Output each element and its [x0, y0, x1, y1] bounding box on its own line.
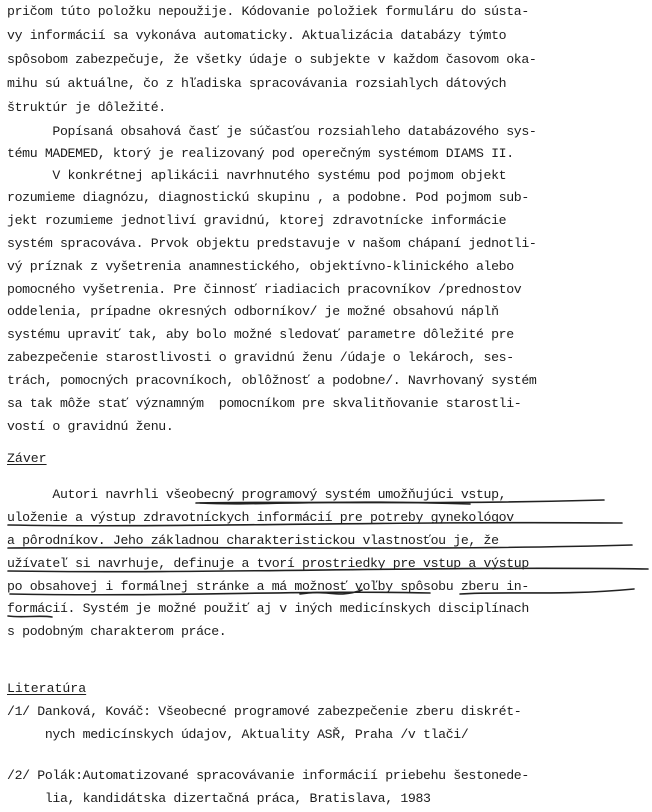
text-line: formácií. Systém je možné použiť aj v iných medicínskych disciplínach: [7, 601, 529, 616]
text-line: mihu sú aktuálne, čo z hľadiska spracovávania rozsiahlych dátových: [7, 76, 507, 91]
reference-item: nych medicínskych údajov, Aktuality ASŘ, Praha /v tlači/: [7, 727, 469, 742]
text-line: spôsobom zabezpečuje, že všetky údaje o subjekte v každom časovom oka-: [7, 52, 537, 67]
text-line: vý príznak z vyšetrenia anamnestického, objektívno-klinického alebo: [7, 259, 514, 274]
reference-item: /1/ Danková, Kováč: Všeobecné programové zabezpečenie zberu diskrét-: [7, 704, 522, 719]
text-line: Autori navrhli všeobecný programový systém umožňujúci vstup,: [7, 487, 507, 502]
text-line: s podobným charakterom práce.: [7, 624, 227, 639]
text-line: trách, pomocných pracovníkoch, oblôžnosť a podobne/. Navrhovaný systém: [7, 373, 537, 388]
text-line: vy informácií sa vykonáva automaticky. Aktualizácia databázy týmto: [7, 28, 507, 43]
text-line: V konkrétnej aplikácii navrhnutého systému pod pojmom objekt: [7, 168, 507, 183]
text-line: a pôrodníkov. Jeho základnou charakteristickou vlastnosťou je, že: [7, 533, 499, 548]
reference-item: lia, kandidátska dizertačná práca, Bratislava, 1983: [7, 791, 431, 806]
text-line: jekt rozumieme jednotliví gravidnú, ktorej zdravotnícke informácie: [7, 213, 507, 228]
text-line: tému MADEMED, ktorý je realizovaný pod operečným systémom DIAMS II.: [7, 146, 514, 161]
text-line: užívateľ si navrhuje, definuje a tvorí prostriedky pre vstup a výstup: [7, 556, 529, 571]
text-line: Popísaná obsahová časť je súčasťou rozsiahleho databázového sys-: [7, 124, 537, 139]
text-line: sa tak môže stať významným pomocníkom pre skvalitňovanie starostli-: [7, 396, 522, 411]
text-line: po obsahovej i formálnej stránke a má možnosť voľby spôsobu zberu in-: [7, 579, 529, 594]
text-line: systému upraviť tak, aby bolo možné sledovať parametre dôležité pre: [7, 327, 514, 342]
section-heading-literatura: Literatúra: [7, 681, 87, 696]
text-line: uloženie a výstup zdravotníckych informácií pre potreby gynekológov: [7, 510, 514, 525]
text-line: rozumieme diagnózu, diagnostickú skupinu , a podobne. Pod pojmom sub-: [7, 190, 529, 205]
text-line: zabezpečenie starostlivosti o gravidnú ženu /údaje o lekároch, ses-: [7, 350, 514, 365]
text-line: štruktúr je dôležité.: [7, 100, 166, 115]
text-line: systém spracováva. Prvok objektu predstavuje v našom chápaní jednotli-: [7, 236, 537, 251]
section-heading-zaver: Záver: [7, 451, 47, 466]
text-line: pomocného vyšetrenia. Pre činnosť riadiacich pracovníkov /prednostov: [7, 282, 522, 297]
text-line: oddelenia, prípadne okresných odborníkov/ je možné obsahovú náplň: [7, 304, 499, 319]
text-line: pričom túto položku nepoužije. Kódovanie položiek formuláru do sústa-: [7, 4, 529, 19]
reference-item: /2/ Polák:Automatizované spracovávanie informácií priebehu šestonede-: [7, 768, 529, 783]
text-line: vostí o gravidnú ženu.: [7, 419, 174, 434]
